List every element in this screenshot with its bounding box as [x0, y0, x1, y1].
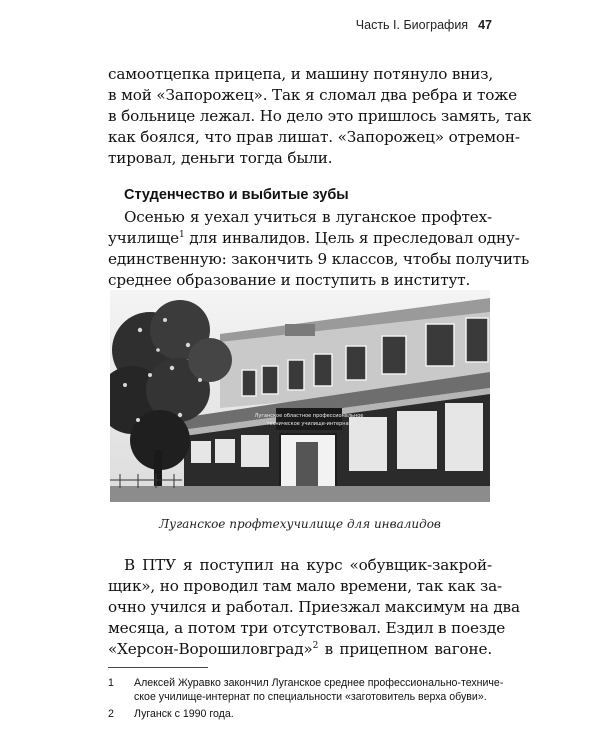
photo-caption: Луганское профтехучилище для инвалидов — [159, 517, 441, 531]
text-fragment: «Херсон-Ворошиловград» — [108, 640, 313, 658]
text-line: единственную: закончить 9 классов, чтобы получить — [108, 250, 530, 268]
building-photo — [110, 290, 490, 502]
page-number: 47 — [478, 18, 492, 32]
text-line — [108, 639, 492, 660]
footnote-number: 2 — [108, 708, 114, 720]
sign-text-line1: Луганское областное профессиональное — [254, 413, 364, 419]
footnote-ref-1: 1 — [178, 229, 185, 240]
text-fragment: училище — [108, 229, 179, 247]
footnote-number: 1 — [108, 677, 114, 689]
running-header — [108, 18, 492, 32]
footnote-1 — [108, 676, 504, 704]
building-photo-illustration — [110, 290, 490, 502]
text-line: щик», но проводил там мало времени, так как за- — [108, 577, 503, 595]
footnote-text: Луганск с 1990 года. — [134, 708, 234, 720]
footnotes — [108, 676, 504, 724]
text-fragment: в прицепном вагоне. — [318, 640, 492, 658]
text-line: среднее образование и поступить в институт. — [108, 271, 471, 289]
text-line: в мой «Запорожец». Так я сломал два ребра и тоже — [108, 86, 517, 104]
paragraph-3 — [108, 555, 520, 660]
text-line: самоотцепка прицепа, и машину потянуло вниз, — [108, 65, 494, 83]
header-section-title: Часть I. Биография — [355, 18, 469, 32]
footnote-divider — [108, 667, 208, 668]
sign-text-line2: техническое училище-интернат — [266, 421, 352, 427]
paragraph-2 — [108, 207, 530, 291]
text-line — [108, 228, 520, 249]
text-line: Осенью я уехал учиться в луганское профтех- — [124, 208, 492, 226]
footnote-text: ское училище-интернат по специальности «заготовитель верха обуви». — [134, 691, 487, 703]
text-fragment: для инвалидов. Цель я преследовал одну- — [184, 229, 520, 247]
footnote-2 — [108, 707, 500, 721]
paragraph-1 — [108, 64, 532, 169]
section-subheading: Студенчество и выбитые зубы — [124, 187, 349, 203]
footnote-text: Алексей Журавко закончил Луганское среднее профессионально-техниче- — [134, 677, 504, 689]
footnote-ref-2: 2 — [312, 640, 319, 651]
text-line: В ПТУ я поступил на курс «обувщик-закрой- — [124, 556, 492, 574]
text-line: месяца, а потом три отсутствовал. Ездил в поезде — [108, 619, 506, 637]
text-line: в больнице лежал. Но дело это пришлось замять, так — [108, 107, 532, 125]
text-line: как боялся, что прав лишат. «Запорожец» отремон- — [108, 128, 520, 146]
text-line: тировал, деньги тогда были. — [108, 149, 333, 167]
text-line: очно учился и работал. Приезжал максимум на два — [108, 598, 520, 616]
